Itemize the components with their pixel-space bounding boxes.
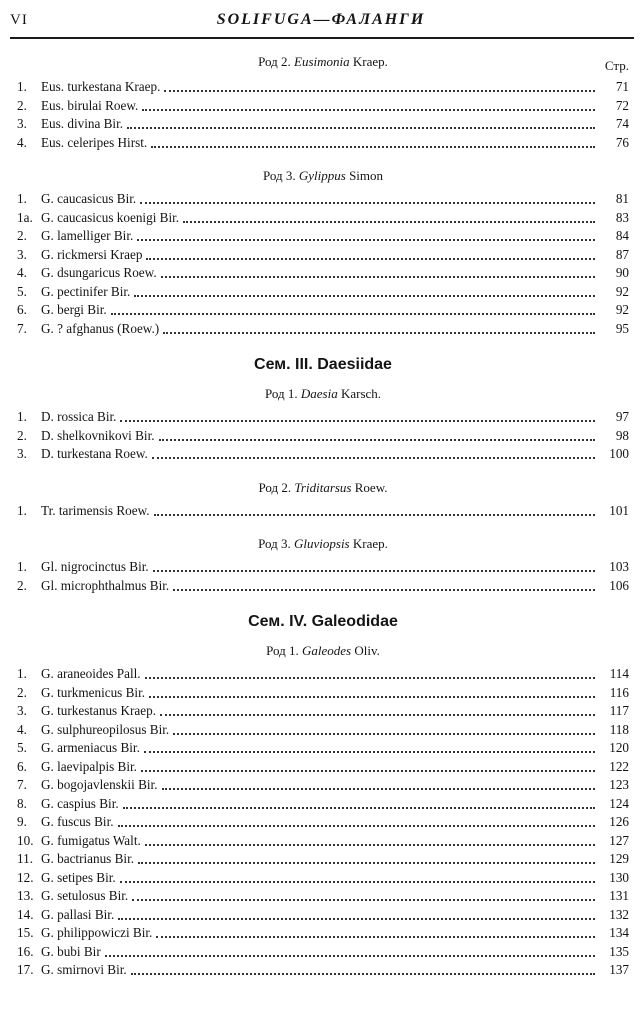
entry-number: 14. — [17, 906, 34, 922]
entry-number: 3. — [17, 446, 27, 461]
page-ref: 84 — [615, 228, 629, 243]
dot-leader — [145, 677, 595, 679]
dot-leader — [183, 221, 595, 223]
page-ref: 114 — [609, 666, 629, 681]
toc-entry — [17, 758, 629, 777]
toc-entry — [17, 850, 629, 869]
genus-prefix: Род 3. — [258, 536, 291, 551]
page-ref: 132 — [609, 906, 629, 922]
species-name: D. rossica Bir. — [41, 409, 117, 424]
species-name: G. caucasicus Bir. — [41, 191, 137, 206]
species-name: G. turkmenicus Bir. — [41, 684, 146, 700]
dot-leader — [159, 439, 595, 441]
entry-number: 4. — [17, 134, 27, 150]
spacer — [17, 464, 629, 478]
toc-entry — [17, 134, 629, 153]
toc-entry — [17, 408, 629, 427]
page-ref: 98 — [615, 427, 629, 443]
page-column-label: Стр. — [604, 58, 629, 73]
toc-entry — [17, 795, 629, 814]
genus-author: Kraep. — [352, 536, 388, 551]
species-name: Eus. turkestana Kraep. — [41, 79, 161, 94]
genus-author: Roew. — [354, 479, 388, 495]
entry-number: 13. — [17, 888, 34, 903]
species-name: G. rickmersi Kraep — [41, 246, 143, 262]
toc-entry — [17, 246, 629, 265]
species-name: G. turkestanus Kraep. — [41, 703, 156, 718]
genus-heading — [17, 641, 629, 661]
toc-entry — [17, 97, 629, 116]
entry-number: 4. — [17, 265, 27, 280]
entry-number: 1. — [17, 559, 27, 574]
species-name: G. setipes Bir. — [41, 869, 116, 885]
toc-entry — [17, 301, 629, 320]
dot-leader — [140, 202, 595, 204]
dot-leader — [144, 751, 595, 753]
genus-heading — [17, 534, 629, 554]
entry-number: 5. — [17, 283, 27, 299]
dot-leader — [123, 807, 595, 809]
toc-entry — [17, 665, 629, 684]
species-name: G. dsungaricus Roew. — [41, 265, 157, 280]
dot-leader — [118, 918, 595, 920]
page-ref: 71 — [615, 79, 629, 94]
toc-entry — [17, 943, 629, 962]
page-ref: 101 — [609, 502, 629, 518]
entry-number: 16. — [17, 943, 34, 959]
entry-number: 1a. — [17, 209, 33, 225]
family-heading: Сем. III. Daesiidae — [254, 356, 392, 373]
species-name: G. bubi Bir — [41, 943, 101, 959]
page-ref: 72 — [615, 97, 629, 113]
species-name: Eus. divina Bir. — [41, 116, 124, 131]
page-ref: 130 — [609, 869, 629, 885]
species-name: G. lamelliger Bir. — [41, 228, 134, 243]
page-ref: 117 — [609, 703, 629, 718]
toc-entry — [17, 320, 629, 339]
page-ref: 126 — [609, 814, 629, 829]
page-ref: 124 — [609, 795, 629, 811]
toc-entry — [17, 427, 629, 446]
page-ref: 92 — [615, 302, 629, 317]
toc-entry — [17, 702, 629, 721]
genus-prefix: Род 3. — [262, 168, 296, 183]
genus-name: Galeodes — [302, 643, 352, 658]
toc-entry — [17, 832, 629, 851]
page-ref: 129 — [609, 851, 629, 866]
page-ref: 118 — [609, 721, 629, 737]
genus-heading — [17, 384, 629, 404]
page-ref: 92 — [615, 283, 629, 299]
page-ref: 106 — [609, 577, 629, 593]
dot-leader — [151, 146, 595, 148]
entry-number: 7. — [17, 320, 27, 336]
species-name: D. turkestana Roew. — [41, 446, 148, 461]
species-name: G. bergi Bir. — [41, 302, 107, 317]
dot-leader — [162, 788, 596, 790]
genus-prefix: Род 2. — [258, 54, 291, 69]
species-name: D. shelkovnikovi Bir. — [41, 427, 155, 443]
dot-leader — [131, 973, 595, 975]
dot-leader — [149, 696, 595, 698]
genus-author: Karsch. — [340, 386, 382, 401]
genus-author: Oliv. — [354, 643, 380, 658]
entry-number: 3. — [17, 703, 27, 718]
entry-number: 3. — [17, 246, 27, 262]
family-heading: Сем. IV. Galeodidae — [248, 613, 398, 630]
entry-number: 15. — [17, 925, 34, 940]
table-of-contents — [17, 52, 629, 980]
page-ref: 83 — [615, 209, 629, 225]
entry-number: 1. — [17, 666, 27, 681]
toc-entry — [17, 887, 629, 906]
dot-leader — [120, 881, 595, 883]
toc-entry — [17, 264, 629, 283]
toc-entry — [17, 502, 629, 521]
genus-name: Daesia — [300, 386, 338, 401]
entry-number: 2. — [17, 228, 27, 243]
page-ref: 103 — [609, 559, 629, 574]
genus-heading — [17, 166, 629, 186]
species-name: G. bactrianus Bir. — [41, 851, 135, 866]
entry-number: 2. — [17, 97, 27, 113]
page-ref: 116 — [609, 684, 629, 700]
dot-leader — [173, 733, 595, 735]
toc-entry — [17, 227, 629, 246]
entry-number: 2. — [17, 684, 27, 700]
species-name: G. bogojavlenskii Bir. — [41, 777, 158, 792]
species-name: G. fumigatus Walt. — [41, 832, 141, 848]
dot-leader — [105, 955, 595, 957]
entry-number: 2. — [17, 577, 27, 593]
page-ref: 127 — [609, 832, 629, 848]
page-ref: 134 — [609, 925, 629, 940]
genus-name: Triditarsus — [294, 479, 352, 495]
entry-number: 5. — [17, 740, 27, 755]
dot-leader — [132, 899, 595, 901]
toc-entry — [17, 445, 629, 464]
genus-prefix: Род 1. — [264, 386, 298, 401]
entry-number: 1. — [17, 409, 27, 424]
dot-leader — [146, 258, 595, 260]
entry-number: 11. — [17, 851, 33, 866]
species-name: G. laevipalpis Bir. — [41, 758, 137, 774]
entry-number: 2. — [17, 427, 27, 443]
page-ref: 100 — [609, 446, 629, 461]
page-ref: 95 — [615, 320, 629, 336]
species-name: G. armeniacus Bir. — [41, 740, 140, 755]
toc-entry — [17, 739, 629, 758]
dot-leader — [134, 295, 595, 297]
dot-leader — [153, 570, 595, 572]
entry-number: 9. — [17, 814, 27, 829]
toc-entry — [17, 776, 629, 795]
toc-entry — [17, 78, 629, 97]
page-number: VI — [10, 12, 28, 28]
dot-leader — [163, 332, 595, 334]
page-ref: 122 — [609, 758, 629, 774]
entry-number: 12. — [17, 869, 34, 885]
header-rule — [10, 37, 634, 39]
entry-number: 8. — [17, 795, 27, 811]
genus-name: Gluviopsis — [294, 536, 350, 551]
toc-entry — [17, 115, 629, 134]
spacer — [17, 520, 629, 534]
genus-author: Simon — [349, 168, 384, 183]
dot-leader — [138, 862, 595, 864]
dot-leader — [164, 90, 595, 92]
dot-leader — [145, 844, 595, 846]
species-name: G. caspius Bir. — [41, 795, 119, 811]
toc-entry — [17, 684, 629, 703]
page-ref: 123 — [609, 777, 629, 792]
dot-leader — [141, 770, 595, 772]
species-name: G. smirnovi Bir. — [41, 962, 127, 977]
species-name: G. pallasi Bir. — [41, 906, 115, 922]
species-name: G. sulphureopilosus Bir. — [41, 721, 170, 737]
dot-leader — [173, 589, 595, 591]
page-ref: 137 — [609, 962, 629, 977]
toc-entry — [17, 869, 629, 888]
toc-entry — [17, 924, 629, 943]
dot-leader — [161, 276, 595, 278]
page-ref: 97 — [615, 409, 629, 424]
entry-number: 4. — [17, 721, 27, 737]
dot-leader — [118, 825, 595, 827]
page-ref: 120 — [609, 740, 629, 755]
entry-number: 1. — [17, 502, 27, 518]
genus-name: Gylippus — [298, 168, 346, 183]
toc-entry — [17, 906, 629, 925]
genus-heading — [17, 52, 629, 72]
running-title: SOLIFUGA—ФАЛАНГИ — [216, 11, 426, 28]
genus-heading — [17, 478, 629, 498]
toc-entry — [17, 577, 629, 596]
page-ref: 131 — [609, 888, 629, 903]
species-name: Tr. tarimensis Roew. — [41, 502, 150, 518]
species-name: G. caucasicus koenigi Bir. — [41, 209, 180, 225]
entry-number: 17. — [17, 962, 34, 977]
dot-leader — [127, 127, 595, 129]
dot-leader — [152, 457, 595, 459]
toc-entry — [17, 209, 629, 228]
genus-prefix: Род 1. — [266, 643, 299, 658]
species-name: Eus. birulai Roew. — [41, 97, 139, 113]
page-ref: 76 — [615, 134, 629, 150]
species-name: G. philippowiczi Bir. — [41, 925, 153, 940]
entry-number: 1. — [17, 79, 27, 94]
toc-entry — [17, 190, 629, 209]
dot-leader — [120, 420, 595, 422]
page-ref: 81 — [615, 191, 629, 206]
toc-entry — [17, 283, 629, 302]
entry-number: 1. — [17, 191, 27, 206]
dot-leader — [154, 514, 595, 516]
species-name: G. pectinifer Bir. — [41, 283, 131, 299]
toc-entry — [17, 961, 629, 980]
page-ref: 74 — [615, 116, 629, 131]
page-header — [10, 10, 632, 34]
species-name: G. ? afghanus (Roew.) — [41, 320, 160, 336]
entry-number: 3. — [17, 116, 27, 131]
entry-number: 7. — [17, 777, 27, 792]
species-name: Gl. microphthalmus Bir. — [41, 577, 170, 593]
toc-entry — [17, 721, 629, 740]
species-name: G. setulosus Bir. — [41, 888, 129, 903]
genus-prefix: Род 2. — [258, 479, 292, 495]
dot-leader — [142, 109, 595, 111]
entry-number: 10. — [17, 832, 34, 848]
page-ref: 90 — [615, 265, 629, 280]
toc-entry — [17, 813, 629, 832]
species-name: G. fuscus Bir. — [41, 814, 114, 829]
genus-name: Eusimonia — [294, 54, 350, 69]
entry-number: 6. — [17, 758, 27, 774]
spacer — [17, 152, 629, 166]
species-name: Eus. celeripes Hirst. — [41, 134, 148, 150]
dot-leader — [156, 936, 595, 938]
dot-leader — [137, 239, 595, 241]
page-ref: 135 — [609, 943, 629, 959]
dot-leader — [160, 714, 595, 716]
page-ref: 87 — [615, 246, 629, 262]
genus-author: Kraep. — [352, 54, 388, 69]
species-name: Gl. nigrocinctus Bir. — [41, 559, 149, 574]
dot-leader — [111, 313, 595, 315]
species-name: G. araneoides Pall. — [41, 666, 141, 681]
entry-number: 6. — [17, 302, 27, 317]
toc-entry — [17, 558, 629, 577]
